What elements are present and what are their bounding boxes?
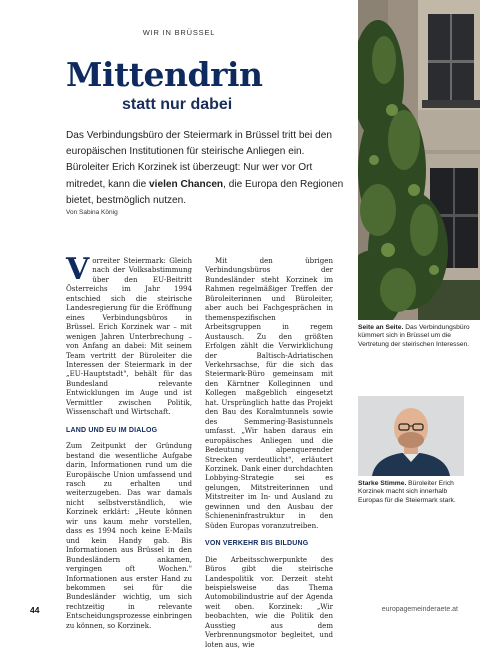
lead-text: Das Verbindungsbüro der Steiermark in Brüssel tritt bei den europäischen Institutionen für steirische Anliegen ein. Büroleiter Erich Korzinek ist überzeugt: Nur wer vor Ort mitredet, kann die (66, 130, 332, 190)
lead-text-end: , die Europa den Regionen bietet, bestmöglich nutzen. (66, 178, 344, 206)
photo-caption-portrait (358, 480, 458, 505)
body-paragraph: Die Arbeitsschwerpunkte des Büros gibt die steirische Landespolitik vor. Derzeit steht beispielsweise das Thema Automobilindustrie auf der Agenda weit oben. Korzinek: „Wir beobachten, wie die Politik den Ausstieg aus dem Verbrennungsmotor begleitet, und loten aus, wie (205, 554, 333, 649)
page-number: 44 (30, 605, 40, 615)
caption-text: Büroleiter Erich Korzinek macht sich innerhalb Europas für die Steiermark stark. (358, 480, 456, 504)
building-photo-graphic (358, 0, 480, 320)
caption-bold: Starke Stimme. (358, 480, 407, 487)
subheading-land-und-eu: LAND UND EU IM DIALOG (66, 426, 158, 434)
drop-cap: V (66, 252, 90, 287)
body-column-2 (205, 256, 333, 649)
body-paragraph: Zum Zeitpunkt der Gründung bestand die wesentliche Aufgabe darin, Informationen rund um die Europäische Union umfassend und rasch zu erhalten und weiterzugeben. Das war damals nicht selbstverständlich, wie Korzinek erklärt: „Heute können wir uns kaum mehr vorstellen, dass es 1994 noch keine E-Mails und kein Handy gab. Bis Informationen aus Brüssel in den Bundesländern ankamen, vergingen oft Wochen." Informationen aus erster Hand zu bekommen sei für die Bundesländer wichtig, um sich rechtzeitig in relevante Entscheidungsprozesse einbringen zu können, so Korzinek. (66, 441, 192, 630)
article-subtitle: statt nur dabei (122, 96, 233, 113)
caption-text: Das Verbindungsbüro kümmert sich in Brüssel um die Vertretung der steirischen Interessen. (358, 324, 470, 348)
building-photo (358, 0, 480, 320)
body-paragraph: Mit den übrigen Verbindungsbüros der Bundesländer steht Korzinek im Rahmen regelmäßiger Treffen der Büroleiterinnen und Büroleiter, aber auch bei Fachgesprächen in themenspezifischen Arbeitsgruppen in regem Austausch. Zu den größten Erfolgen zählt die Verwirklichung der Baltisch-Adriatischen Verkehrsachse, für die sich das Steiermark-Büro gemeinsam mit den Kärntner Kolleginnen und Kollegen maßgeblich eingesetzt hat. Ursprünglich hatte das Projekt den Bau des Koralmtunnels sowie des Semmering-Basistunnels umfasst. „Wir haben daraus ein europäisches Anliegen und die Bedeutung alpenquerender Strecken verdeutlicht", erläutert Korzinek. Dank einer durchdachten Lobbying-Strategie sei es gelungen, Mitstreiterinnen und Mitstreiter im In- und Ausland zu gewinnen und den Ausbau der Schieneninfrastruktur in den Süden Europas voranzutreiben. (205, 256, 333, 530)
caption-bold: Seite an Seite. (358, 324, 404, 331)
section-label: WIR IN BRÜSSEL (142, 28, 216, 37)
byline: Von Sabina König (66, 209, 118, 216)
article-title: Mittendrin (66, 55, 263, 94)
body-paragraph (66, 252, 192, 417)
photo-caption-building (358, 324, 473, 349)
portrait-graphic (358, 396, 464, 476)
subheading-von-verkehr: VON VERKEHR BIS BILDUNG (205, 540, 309, 548)
portrait-photo (358, 396, 464, 476)
lead-bold: vielen Chancen (149, 178, 224, 190)
lead-paragraph (66, 128, 348, 209)
body-column-1 (66, 252, 192, 630)
footer-url: europagemeinderaete.at (381, 606, 458, 613)
paragraph-text: orreiter Steiermark: Gleich nach der Volksabstimmung über den EU-Beitritt Österreichs im Jahr 1994 entschied sich die steirische Landesregierung für die Eröffnung eines Verbindungsbüros in Brüssel. Erich Korzinek war – mit wenigen Jahren Unterbrechung – von Anfang an dabei: Mit seinem Team vertritt der Büroleiter die Interessen der Steiermark in der „EU-Hauptstadt", behält für das Bundesland relevante Entwicklungen im Auge und ist Vermittler zwischen Politik, Wissenschaft und Wirtschaft. (66, 256, 192, 417)
